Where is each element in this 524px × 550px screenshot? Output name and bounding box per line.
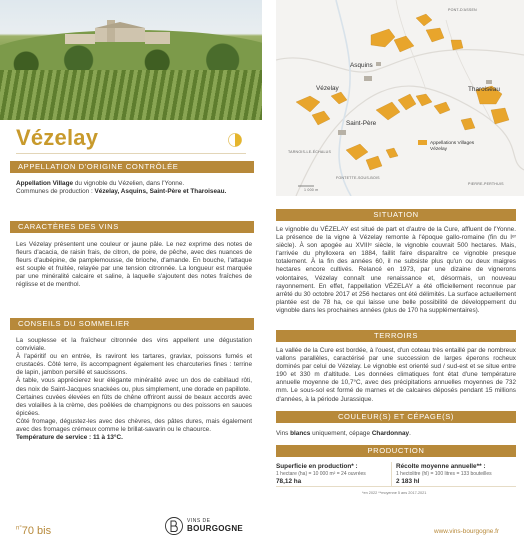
aoc-text: Appellation Village du vignoble du Vézelien, dans l'Yonne. Communes de production : Vézelay, Asquins, Saint-Père et Tharoiseau. bbox=[16, 180, 227, 196]
title-divider bbox=[16, 153, 246, 154]
vineyard-photo bbox=[0, 0, 262, 120]
production-surface: Superficie en production* : 1 hectare (ha) = 10 000 m² = 24 ouvrées 78,12 ha bbox=[276, 463, 366, 486]
couleurs-text: Vins blancs uniquement, cépage Chardonnay. bbox=[276, 430, 411, 437]
map-label-fontette: FONTETTE-SOUS-BOIS bbox=[336, 176, 380, 180]
section-header-production: PRODUCTION bbox=[276, 445, 516, 457]
fiche-number: $^{n^\circ}$70 bis bbox=[16, 525, 52, 537]
section-header-aoc: APPELLATION D'ORIGINE CONTRÔLÉE bbox=[10, 161, 254, 173]
map-label-asquins: Asquins bbox=[350, 62, 373, 69]
section-header-caracteres: CARACTÈRES DES VINS bbox=[10, 221, 254, 233]
map-label-pierre: PIERRE-PERTHUIS bbox=[468, 182, 504, 186]
map-label-pont: PONT-D'ASSEN bbox=[448, 8, 477, 12]
situation-text: Le vignoble du VÉZELAY est situé de part et d'autre de la Cure, affluent de l'Yonne. La présence de la vigne à Vézelay remonte à l'époque gallo-romaine (fin du Iᵉʳ siècle). À son apogée au XVIIIᵉ siècle, le vignoble couvrait 500 hectares. Mais, l'arrivée du phylloxera en 1884, faillit faire disparaître ce vignoble presque totalement. À la fin des années 60, il ne subsiste plus qu'un ou deux maigres hectares encore cultivés. Relancé en 1973, par une dizaine de vignerons volontaires, Vézelay connaît une renaissance et, désormais, un nouveau rayonnement. En effet, l'appellation VÉZELAY a été officiellement reconnue par arrêté du 30 octobre 2017 et 256 hectares ont été délimités. La surface actuellement plantée est de 78 ha, ce qui laisse une belle possibilité de développement du vignoble dans les prochaines années (plus de 170 ha supplémentaires). bbox=[276, 226, 516, 314]
conseils-text: La souplesse et la fraîcheur citronnée des vins appellent une dégustation conviviale. À l'apéritif ou en entrée, ils raviront les tartares, gravlax, poissons fumés et crustacés. Côté terre, ils accompagnent également les charcuteries fines : terrine de lapin, jambon persillé et saucissons. À table, vous apprécierez leur élégante minéralité avec un dos de cabillaud rôti, des noix de Saint-Jacques snackées ou, plus simplement, une dorade en papillote. Certaines cuvées élevées en fûts de chêne offriront aussi de beaux accords avec des volailles à la crème, des poêlées de champignons ou des poissons en sauces épicées. Côté fromage, dégustez-les avec des chèvres, des pâtes dures, mais également avec des fromages crémeux comme le brillat-savarin ou le chaource. Température de service : 11 à 13°C. bbox=[16, 337, 252, 442]
vineyard-map bbox=[276, 0, 524, 196]
section-header-situation: SITUATION bbox=[276, 209, 516, 221]
vins-de-bourgogne-logo: VINS DE BOURGOGNE bbox=[165, 514, 235, 540]
map-label-tharoiseau: Tharoiseau bbox=[468, 86, 500, 93]
map-label-tarnois: TARNOIS-LE-ÉCHALUS bbox=[288, 150, 332, 154]
terroirs-text: La vallée de la Cure est bordée, à l'ouest, d'un coteau très entaillé par de nombreux vallons parallèles, caractérisé par une succession de larges éperons rocheux dominés par celui de Vézelay. Le vignoble est orienté sud / sud-est et se situe entre 190 et 330 m d'altitude. Les données climatiques font état d'une température annuelle moyenne de 10,7°C, avec des précipitations annuelles moyennes de 732 mm. Le sous-sol est formé de marnes et de calcaires déposés pendant 15 millions d'années, à la période Jurassique. bbox=[276, 347, 516, 403]
section-header-couleurs: COULEUR(S) ET CÉPAGE(S) bbox=[276, 411, 516, 423]
website-link[interactable]: www.vins-bourgogne.fr bbox=[434, 528, 500, 535]
map-label-vezelay: Vézelay bbox=[316, 85, 339, 92]
caracteres-text: Les Vézelay présentent une couleur or jaune pâle. Le nez exprime des notes de fleurs d'acacia, de raisin frais, de citron, de poire, de pêche, avec des nuances de fleurs d'aubépine, de pamplemousse, de brioche, d'amande. En bouche, l'attaque est souple et fruitée, relayée par une tension citronnée. La longueur est marquée par une minéralité calcaire et saline, à laquelle s'ajoutent des notes fraîches de réglisse et de menthol. bbox=[16, 241, 252, 289]
production-recolte: Récolte moyenne annuelle** : 1 hectolitre (hl) = 100 litres = 133 bouteilles 2 183 hl bbox=[396, 463, 492, 486]
map-label-saint-pere: Saint-Père bbox=[346, 120, 377, 127]
basilica-silhouette bbox=[55, 18, 175, 48]
map-legend: Appellations Villages Vézelay bbox=[418, 140, 474, 153]
section-header-terroirs: TERROIRS bbox=[276, 330, 516, 342]
sun-icon bbox=[228, 133, 242, 147]
production-note: *en 2022 **moyenne 5 ans 2017-2021 bbox=[362, 491, 427, 495]
legend-swatch bbox=[418, 140, 427, 145]
map-scale: 1 000 m bbox=[304, 188, 319, 192]
section-header-conseils: CONSEILS DU SOMMELIER bbox=[10, 318, 254, 330]
production-divider bbox=[391, 462, 392, 486]
bourgogne-logo-icon bbox=[165, 516, 183, 536]
page-title: Vézelay bbox=[16, 125, 99, 150]
production-rule bbox=[276, 486, 516, 487]
